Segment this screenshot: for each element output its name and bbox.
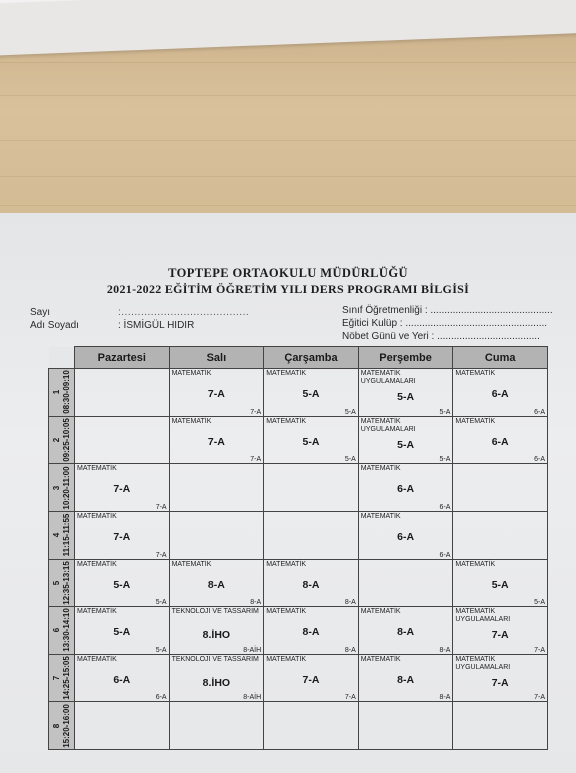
- lesson-room-tag: 8-AİH: [243, 694, 262, 702]
- period-number: 4: [51, 532, 61, 538]
- period-label-cell: [49, 416, 75, 464]
- schedule-cell: [169, 607, 264, 655]
- lesson-subject: MATEMATİK: [360, 465, 401, 473]
- schedule-cell: [358, 607, 453, 655]
- schedule-cell: [75, 511, 170, 559]
- period-label-cell: [49, 511, 75, 559]
- period-row: [49, 511, 548, 559]
- period-label-cell: [49, 654, 75, 702]
- lesson-subject: MATEMATİK: [266, 370, 306, 377]
- lesson-room-tag: 5-A: [439, 456, 451, 464]
- lesson-class: 7-A: [491, 676, 509, 689]
- schedule-cell: [264, 654, 359, 702]
- period-label-cell: [49, 369, 75, 417]
- schedule-cell: [358, 369, 453, 417]
- period-label-cell: [49, 702, 75, 750]
- period-label: [52, 609, 72, 653]
- lesson-subject: MATEMATİK: [77, 608, 117, 616]
- lesson-room-tag: 8-A: [344, 599, 356, 607]
- period-number: 6: [51, 628, 61, 633]
- schedule-cell: [169, 511, 264, 559]
- lesson-subject: MATEMATİK: [266, 655, 306, 663]
- lesson-subject: TEKNOLOJİ VE TASSARIM: [171, 608, 259, 616]
- lesson-room-tag: 5-A: [439, 408, 451, 416]
- schedule-cell: [75, 416, 170, 464]
- lesson-subject: MATEMATİK: [171, 560, 212, 568]
- lesson-room-tag: 7-A: [155, 551, 167, 559]
- lesson-class: 6-A: [397, 483, 415, 496]
- period-row: [49, 464, 548, 512]
- period-number: 8: [51, 723, 61, 728]
- lesson-room-tag: 6-A: [534, 408, 545, 416]
- period-time: 15:20-16:00: [61, 703, 71, 748]
- period-number: 1: [51, 390, 61, 395]
- schedule-cell: [453, 369, 548, 417]
- day-header-wednesday: Çarşamba: [264, 347, 359, 369]
- lesson-room-tag: 5-A: [344, 408, 356, 416]
- lesson-subject: MATEMATİK: [77, 560, 117, 568]
- period-label: [52, 466, 72, 509]
- schedule-cell: [75, 607, 170, 655]
- lesson-room-tag: 6-A: [439, 503, 451, 511]
- lesson-class: 8-A: [207, 578, 225, 591]
- schedule-cell: [453, 416, 548, 464]
- lesson-room-tag: 8-A: [439, 694, 451, 702]
- period-time: 14:25-15:05: [61, 656, 71, 700]
- lesson-room-tag: 8-A: [250, 599, 262, 607]
- lesson-class: 8-A: [302, 578, 320, 591]
- lesson-subject: MATEMATİK: [77, 655, 117, 663]
- lesson-room-tag: 7-A: [250, 456, 262, 464]
- lesson-room-tag: 8-A: [439, 646, 451, 654]
- schedule-cell: [453, 464, 548, 512]
- period-time: 08:30-09:10: [61, 370, 71, 415]
- schedule-cell: [358, 702, 453, 750]
- lesson-subject: MATEMATİK: [455, 417, 496, 425]
- schedule-cell: [169, 702, 264, 750]
- lesson-class: 7-A: [113, 530, 131, 543]
- lesson-subject: MATEMATİK: [360, 608, 401, 616]
- lesson-subject: TEKNOLOJİ VE TASSARIM: [171, 655, 259, 663]
- schedule-cell: [169, 416, 264, 464]
- lesson-subject: MATEMATİK: [360, 512, 401, 520]
- lesson-class: 8.İHO: [202, 676, 231, 689]
- schedule-cell: [264, 369, 359, 417]
- lesson-class: 5-A: [397, 438, 415, 451]
- lesson-room-tag: 8-A: [344, 646, 356, 654]
- lesson-subject: MATEMATİK: [360, 655, 401, 663]
- period-time: 12:35-13:15: [61, 561, 71, 605]
- schedule-cell: [358, 511, 453, 559]
- header-corner: [49, 347, 75, 369]
- lesson-room-tag: 7-A: [534, 694, 545, 702]
- lesson-subject: MATEMATİK: [455, 560, 496, 568]
- period-label-cell: [49, 464, 75, 512]
- lesson-class: 5-A: [113, 578, 131, 591]
- schedule-cell: [264, 702, 359, 750]
- schedule-cell: [453, 654, 548, 702]
- schedule-cell: [169, 654, 264, 702]
- lesson-class: 8-A: [397, 673, 415, 686]
- period-label: [52, 656, 72, 700]
- period-time: 11:15-11:55: [61, 513, 71, 557]
- lesson-subject: MATEMATİK: [77, 512, 117, 520]
- period-label-cell: [49, 607, 75, 655]
- period-label: [52, 514, 72, 557]
- period-time: 13:30-14:10: [61, 608, 71, 653]
- lesson-room-tag: 8-AİH: [243, 646, 262, 654]
- sayi-label: Sayı: [30, 307, 51, 318]
- class-teacher-field: Sınıf Öğretmenliği : ............................................: [342, 305, 553, 316]
- period-row: [49, 702, 548, 750]
- schedule-cell: [75, 702, 170, 750]
- lesson-subject: MATEMATİK UYGULAMALARI: [360, 370, 416, 385]
- day-header-thursday: Perşembe: [358, 347, 453, 369]
- day-header-friday: Cuma: [453, 347, 548, 369]
- lesson-subject: MATEMATİK UYGULAMALARI: [360, 417, 416, 433]
- lesson-class: 5-A: [302, 388, 320, 400]
- lesson-class: 5-A: [491, 578, 509, 591]
- lesson-class: 5-A: [397, 391, 415, 403]
- sayi-value: :.......................................: [118, 307, 250, 318]
- lesson-class: 8.İHO: [202, 629, 231, 642]
- period-label: [52, 371, 72, 415]
- program-title: 2021-2022 EĞİTİM ÖĞRETİM YILI DERS PROGRAMI BİLGİSİ: [106, 282, 470, 296]
- lesson-subject: MATEMATİK UYGULAMALARI: [455, 608, 511, 624]
- lesson-class: 6-A: [491, 435, 509, 448]
- lesson-subject: MATEMATİK: [266, 608, 306, 616]
- day-header-monday: Pazartesi: [75, 347, 170, 369]
- schedule-cell: [358, 464, 453, 512]
- lesson-subject: MATEMATİK: [171, 370, 212, 377]
- period-row: [49, 369, 548, 417]
- schedule-cell: [264, 559, 359, 607]
- lesson-room-tag: 5-A: [534, 599, 545, 607]
- schedule-cell: [453, 702, 548, 750]
- lesson-room-tag: 6-A: [155, 694, 167, 702]
- lesson-class: 7-A: [302, 673, 320, 686]
- schedule-cell: [264, 416, 359, 464]
- lesson-room-tag: 7-A: [250, 408, 262, 416]
- period-number: 5: [51, 580, 61, 586]
- club-field: Eğitici Kulüp : ...................................................: [342, 318, 548, 329]
- lesson-subject: MATEMATİK: [455, 370, 496, 377]
- lesson-class: 8-A: [397, 626, 415, 639]
- lesson-class: 7-A: [207, 388, 225, 400]
- lesson-class: 7-A: [113, 483, 131, 496]
- lesson-room-tag: 5-A: [155, 646, 167, 654]
- schedule-table: [48, 346, 548, 750]
- lesson-subject: MATEMATİK: [266, 560, 306, 568]
- period-time: 10:20-11:00: [61, 465, 71, 510]
- schedule-cell: [453, 511, 548, 559]
- schedule-cell: [358, 654, 453, 702]
- period-row: [49, 559, 548, 607]
- schedule-cell: [264, 464, 359, 512]
- name-value: : İSMİGÜL HIDIR: [118, 320, 195, 331]
- lesson-subject: MATEMATİK: [171, 417, 212, 425]
- period-label: [52, 561, 72, 605]
- lesson-class: 7-A: [491, 629, 509, 642]
- schedule-cell: [358, 416, 453, 464]
- period-row: [49, 416, 548, 464]
- schedule-cell: [169, 464, 264, 512]
- lesson-class: 6-A: [397, 530, 415, 543]
- schedule-cell: [264, 607, 359, 655]
- name-label: Adı Soyadı: [30, 320, 79, 331]
- lesson-room-tag: 5-A: [155, 599, 167, 607]
- period-label-cell: [49, 559, 75, 607]
- lesson-subject: MATEMATİK: [77, 465, 117, 473]
- lesson-room-tag: 5-A: [344, 456, 356, 464]
- day-header-row: [49, 347, 548, 369]
- lesson-class: 5-A: [302, 435, 320, 448]
- lesson-class: 5-A: [113, 626, 131, 639]
- lesson-room-tag: 6-A: [439, 551, 451, 559]
- schedule-cell: [453, 559, 548, 607]
- period-row: [49, 654, 548, 702]
- period-number: 7: [51, 675, 61, 681]
- period-time: 09:25-10:05: [61, 418, 71, 462]
- lesson-subject: MATEMATİK UYGULAMALARI: [455, 655, 511, 671]
- period-number: 2: [51, 437, 61, 443]
- lesson-class: 8-A: [302, 626, 320, 639]
- schedule-cell: [169, 559, 264, 607]
- lesson-class: 6-A: [113, 673, 131, 686]
- lesson-class: 6-A: [491, 388, 509, 400]
- lesson-room-tag: 7-A: [155, 503, 167, 511]
- lesson-room-tag: 6-A: [534, 456, 545, 464]
- period-number: 3: [51, 485, 61, 490]
- schedule-cell: [75, 654, 170, 702]
- lesson-room-tag: 7-A: [344, 694, 356, 702]
- schedule-cell: [169, 369, 264, 417]
- school-title: TOPTEPE ORTAOKULU MÜDÜRLÜĞÜ: [168, 266, 408, 280]
- lesson-room-tag: 7-A: [534, 646, 545, 654]
- schedule-cell: [453, 607, 548, 655]
- duty-field: Nöbet Günü ve Yeri : .....................................: [342, 331, 540, 342]
- day-header-tuesday: Salı: [169, 347, 264, 369]
- period-label: [52, 704, 72, 748]
- schedule-cell: [75, 369, 170, 417]
- schedule-cell: [264, 511, 359, 559]
- lesson-subject: MATEMATİK: [266, 417, 306, 425]
- schedule-cell: [358, 559, 453, 607]
- schedule-cell: [75, 464, 170, 512]
- period-label: [52, 418, 72, 462]
- lesson-class: 7-A: [207, 435, 225, 448]
- period-row: [49, 607, 548, 655]
- schedule-cell: [75, 559, 170, 607]
